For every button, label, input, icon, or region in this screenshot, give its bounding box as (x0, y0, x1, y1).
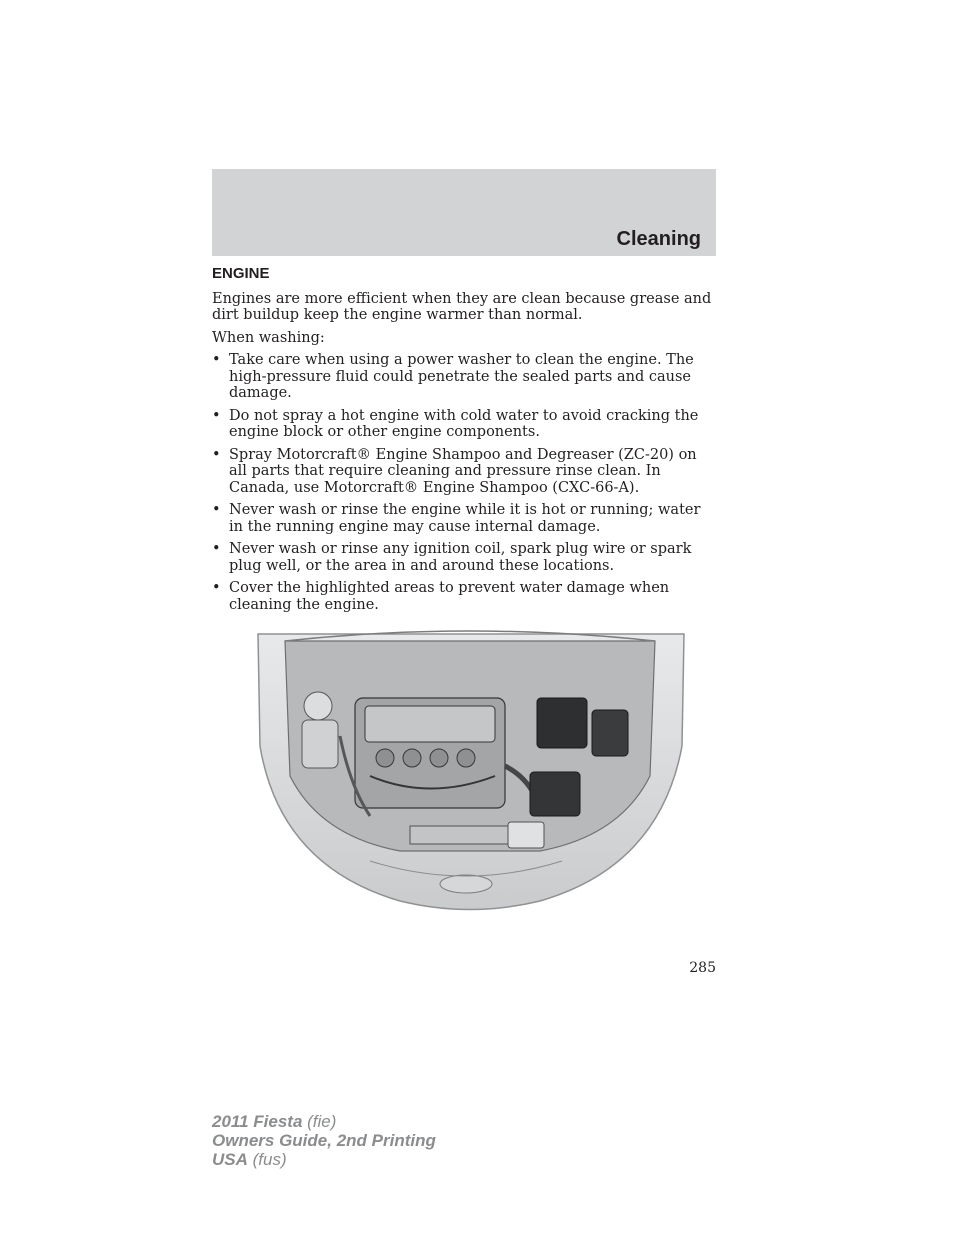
list-item: • Do not spray a hot engine with cold water to avoid cracking the engine block or other engine components. (212, 407, 699, 440)
section-heading: ENGINE (212, 265, 270, 282)
list-item: • Take care when using a power washer to clean the engine. The high-pressure fluid could penetrate the sealed parts and cause damage. (212, 352, 694, 401)
list-item: • Spray Motorcraft® Engine Shampoo and Degreaser (ZC-20) on all parts that require cleaning and pressure rinse clean. In Canada, use Motorcraft® Engine Shampoo (CXC-66-A). (212, 446, 697, 496)
bullet-icon: • (212, 580, 221, 596)
washing-instructions-list (212, 352, 716, 613)
footer-model-line: 2011 Fiesta (fie) (212, 1112, 337, 1131)
document-footer (212, 1112, 436, 1169)
list-item: • Never wash or rinse the engine while it is hot or running; water in the running engine may cause internal damage. (212, 502, 701, 535)
footer-guide-line: Owners Guide, 2nd Printing (212, 1131, 436, 1150)
footer-market-line: USA (fus) (212, 1150, 287, 1169)
page-content (212, 266, 716, 619)
bullet-icon: • (212, 407, 221, 424)
intro-paragraph: Engines are more efficient when they are clean because grease and dirt buildup keep the engine warmer than normal. (212, 290, 712, 323)
engine-compartment-illustration (250, 626, 690, 931)
lead-in-paragraph: When washing: (212, 329, 325, 346)
page-number: 285 (689, 960, 716, 976)
list-item: • Never wash or rinse any ignition coil, spark plug wire or spark plug well, or the area in and around these locations. (212, 541, 692, 574)
bullet-icon: • (212, 502, 221, 518)
bullet-icon: • (212, 541, 221, 557)
list-item: • Cover the highlighted areas to prevent water damage when cleaning the engine. (212, 580, 670, 613)
bullet-icon: • (212, 446, 221, 463)
chapter-title: Cleaning (616, 228, 701, 250)
chapter-header-band (212, 169, 716, 256)
bullet-icon: • (212, 352, 221, 368)
